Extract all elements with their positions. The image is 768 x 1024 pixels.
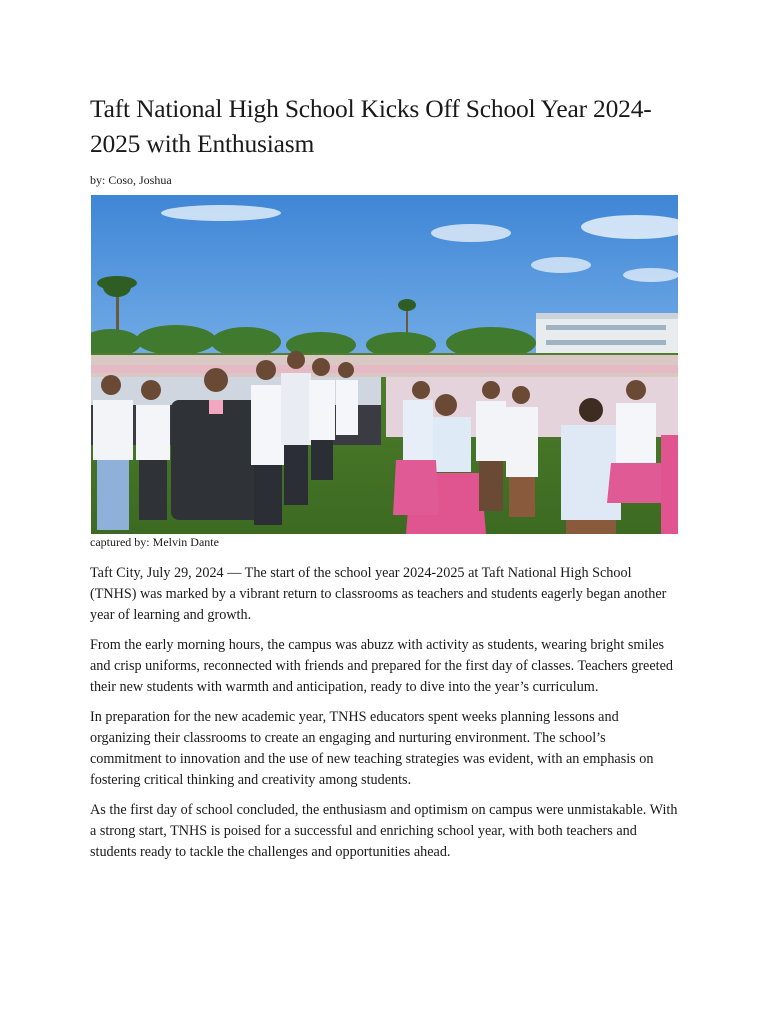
article-paragraph: From the early morning hours, the campus was abuzz with activity as students, wearing bright smiles and crisp uniforms, reconnected with friends and prepared for the first day of classes. Teachers greeted their new students with warmth and anticipation, ready to dive into the year’s curriculum. <box>90 637 673 695</box>
article-headline: Taft National High School Kicks Off School Year 2024-2025 with Enthusiasm <box>90 94 652 158</box>
photo-caption: captured by: Melvin Dante <box>90 535 219 549</box>
article-body <box>90 563 680 872</box>
article-byline: by: Coso, Joshua <box>90 173 172 187</box>
article-paragraph: In preparation for the new academic year, TNHS educators spent weeks planning lessons and organizing their classrooms to create an engaging and nurturing environment. The school’s commitment to innovation and the use of new teaching strategies was evident, with an emphasis on fostering critical thinking and creativity among students. <box>90 709 654 788</box>
article-paragraph: As the first day of school concluded, the enthusiasm and optimism on campus were unmistakable. With a strong start, TNHS is poised for a successful and enriching school year, with both teachers and students ready to tackle the challenges and opportunities ahead. <box>90 802 678 860</box>
article-paragraph: Taft City, July 29, 2024 — The start of the school year 2024-2025 at Taft National High School (TNHS) was marked by a vibrant return to classrooms as teachers and students eagerly began another year of learning and growth. <box>90 565 667 623</box>
article-photo <box>91 195 678 534</box>
